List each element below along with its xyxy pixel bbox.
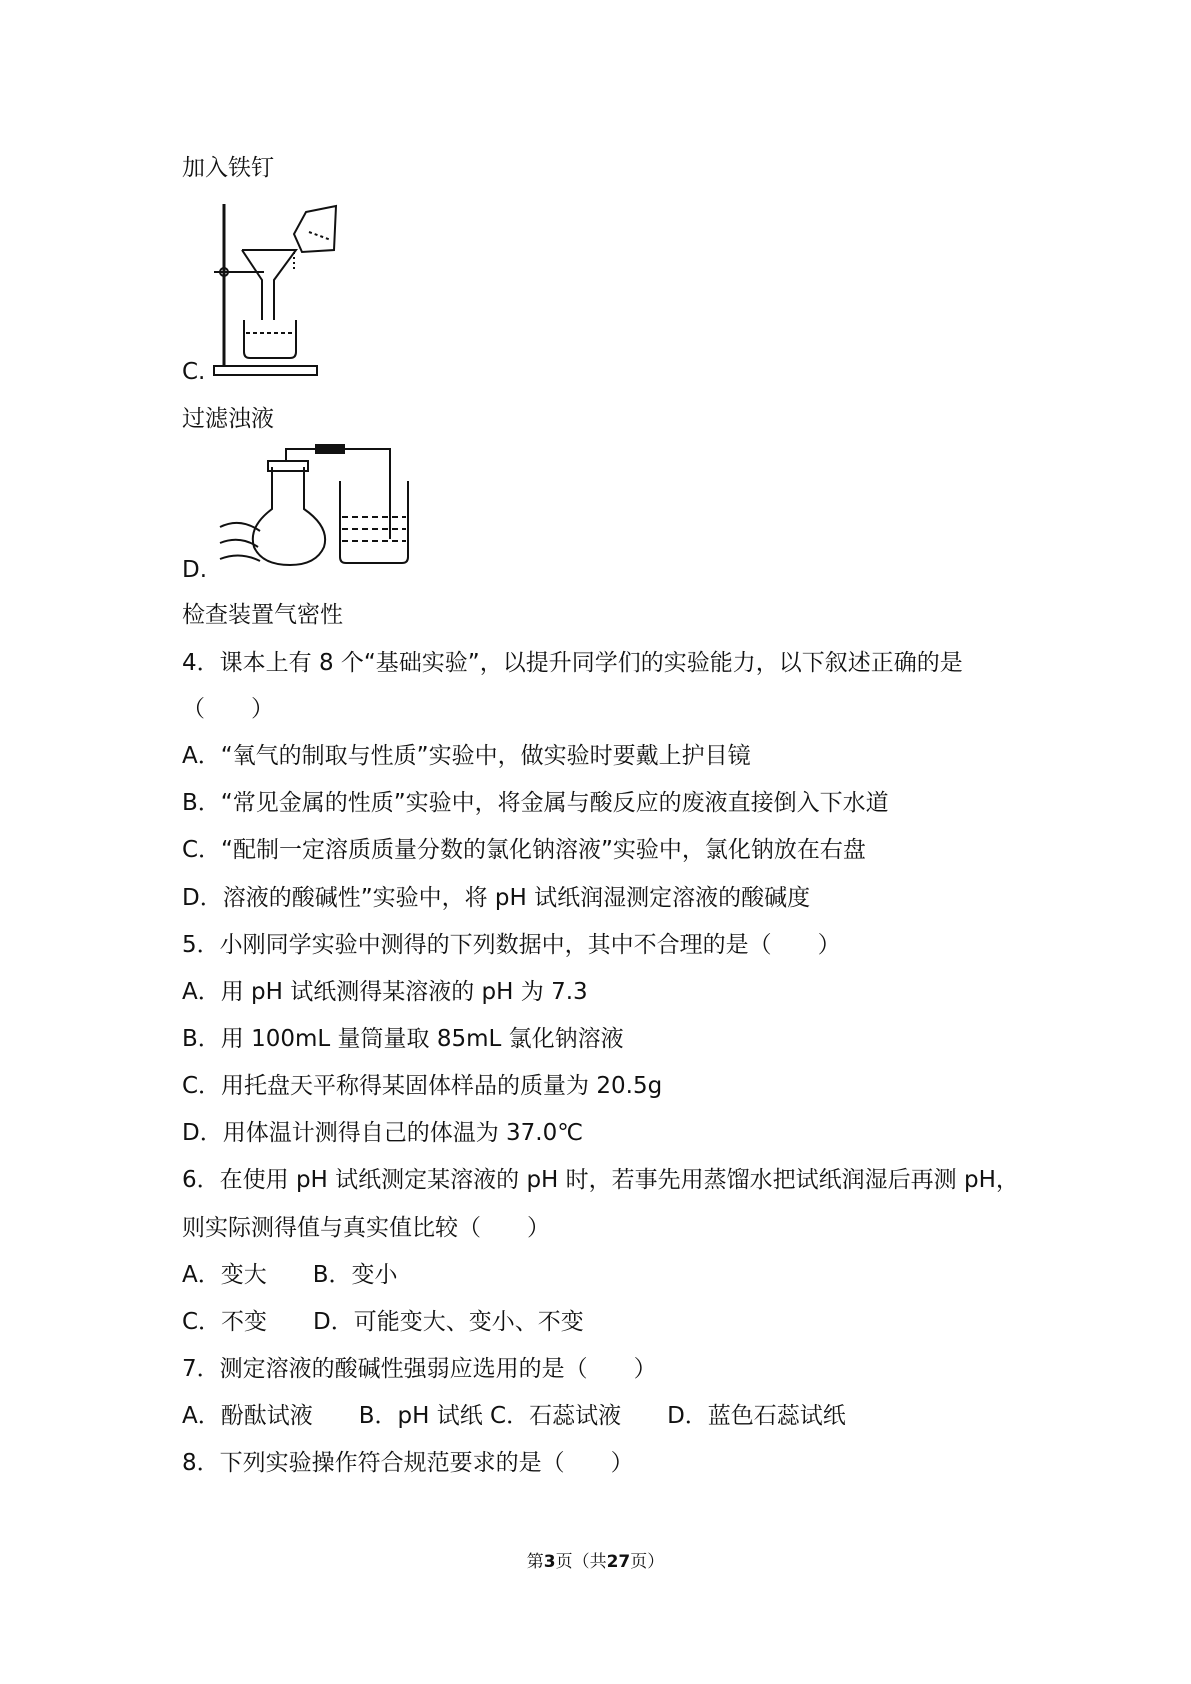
footer-suffix: 页） bbox=[630, 1552, 665, 1572]
option-d-label: D. bbox=[182, 557, 208, 583]
caption-filter: 过滤浊液 bbox=[182, 406, 274, 432]
question-4-option-b: B．“常见金属的性质”实验中，将金属与酸反应的废液直接倒入下水道 bbox=[182, 790, 889, 816]
option-c-label: C. bbox=[182, 359, 206, 385]
caption-airtightness: 检查装置气密性 bbox=[182, 602, 343, 628]
question-6: 6．在使用 pH 试纸测定某溶液的 pH 时，若事先用蒸馏水把试纸润湿后再测 pH， bbox=[182, 1167, 1019, 1193]
question-7-options: A．酚酞试液 B．pH 试纸 C．石蕊试液 D．蓝色石蕊试纸 bbox=[182, 1403, 846, 1429]
airtightness-check-figure bbox=[220, 447, 410, 567]
question-6-options-cd: C．不变 D．可能变大、变小、不变 bbox=[182, 1309, 584, 1335]
question-5: 5．小刚同学实验中测得的下列数据中，其中不合理的是（ ） bbox=[182, 932, 841, 958]
question-8: 8．下列实验操作符合规范要求的是（ ） bbox=[182, 1450, 634, 1476]
footer-page-number: 3 bbox=[543, 1552, 556, 1572]
question-6-continued: 则实际测得值与真实值比较（ ） bbox=[182, 1215, 550, 1241]
question-5-option-c: C．用托盘天平称得某固体样品的质量为 20.5g bbox=[182, 1073, 663, 1099]
question-5-option-d: D．用体温计测得自己的体温为 37.0℃ bbox=[182, 1120, 584, 1146]
footer-total-pages: 27 bbox=[606, 1552, 631, 1572]
question-4-option-a: A．“氧气的制取与性质”实验中，做实验时要戴上护目镜 bbox=[182, 743, 751, 769]
question-4-option-c: C．“配制一定溶质质量分数的氯化钠溶液”实验中，氯化钠放在右盘 bbox=[182, 837, 866, 863]
question-5-option-b: B．用 100mL 量筒量取 85mL 氯化钠溶液 bbox=[182, 1026, 624, 1052]
question-4-paren: （ ） bbox=[182, 696, 274, 722]
footer-middle: 页（共 bbox=[555, 1552, 607, 1572]
question-4: 4．课本上有 8 个“基础实验”，以提升同学们的实验能力，以下叙述正确的是 bbox=[182, 650, 963, 676]
question-5-option-a: A．用 pH 试纸测得某溶液的 pH 为 7.3 bbox=[182, 979, 588, 1005]
caption-add-nail: 加入铁钉 bbox=[182, 155, 274, 181]
page-footer bbox=[0, 1547, 1191, 1572]
footer-prefix: 第 bbox=[526, 1552, 544, 1572]
question-6-options-ab: A．变大 B．变小 bbox=[182, 1262, 398, 1288]
question-7: 7．测定溶液的酸碱性强弱应选用的是（ ） bbox=[182, 1356, 657, 1382]
question-4-option-d: D．溶液的酸碱性”实验中，将 pH 试纸润湿测定溶液的酸碱度 bbox=[182, 885, 811, 911]
filtration-apparatus-figure bbox=[214, 202, 344, 377]
